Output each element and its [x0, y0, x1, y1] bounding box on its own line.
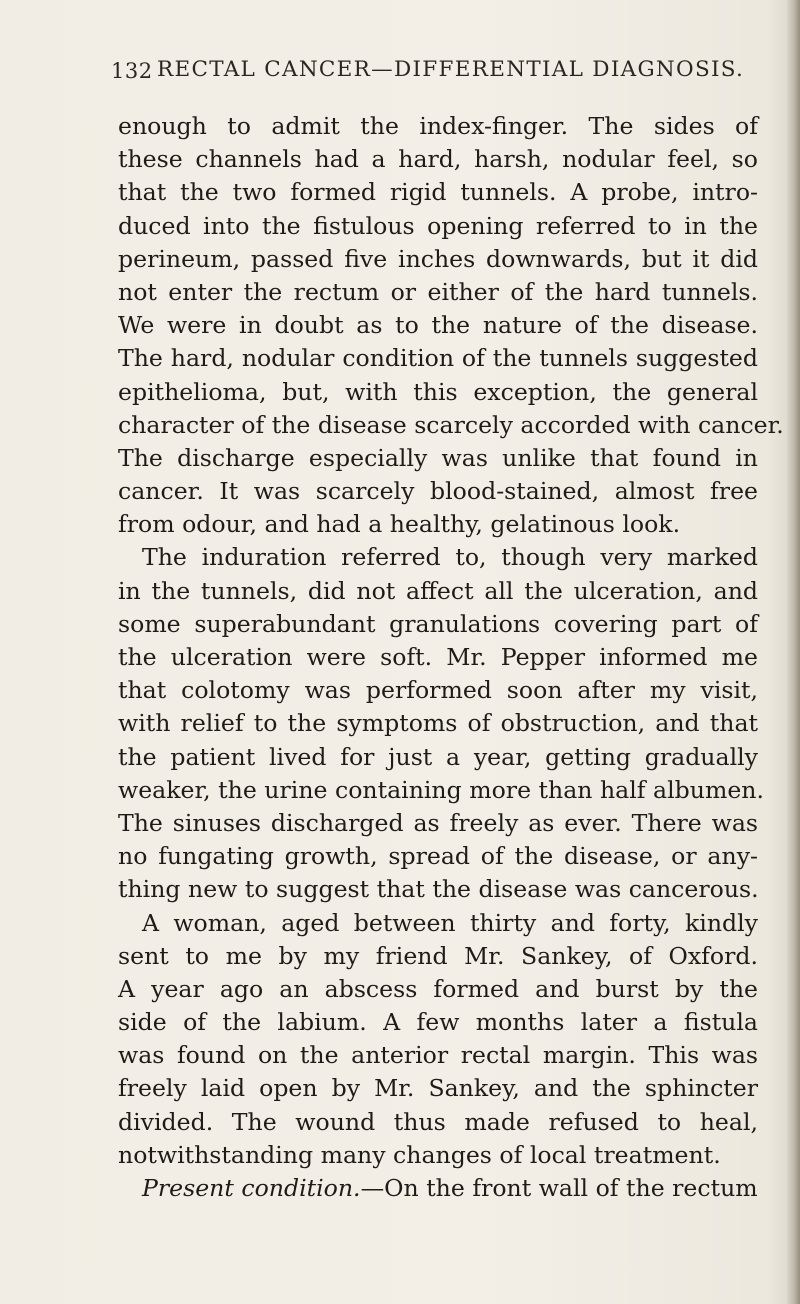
text-line: cancer. It was scarcely blood-stained, almost free [118, 477, 758, 506]
text-line: freely laid open by Mr. Sankey, and the sphincter [118, 1074, 758, 1103]
text-line: was found on the anterior rectal margin. This was [118, 1041, 758, 1070]
text-line: in the tunnels, did not affect all the ulceration, and [118, 576, 758, 605]
text-line: these channels had a hard, harsh, nodular feel, so [118, 145, 758, 174]
text-line: side of the labium. A few months later a fistula [118, 1008, 758, 1037]
text-line: that the two formed rigid tunnels. A probe, intro- [118, 178, 758, 207]
paragraph-start-line [118, 1172, 758, 1205]
paragraph-start-line: A woman, aged between thirty and forty, kindly [142, 908, 758, 937]
text-line: The discharge especially was unlike that found in [118, 443, 758, 472]
text-line: notwithstanding many changes of local treatment. [118, 1140, 721, 1169]
text-line: from odour, and had a healthy, gelatinous look. [118, 510, 681, 539]
text-line: perineum, passed five inches downwards, but it did [118, 244, 758, 273]
running-head: RECTAL CANCER—DIFFERENTIAL DIAGNOSIS. [157, 57, 745, 82]
text-line: The hard, nodular condition of the tunnels suggested [118, 344, 758, 373]
section-heading-italic: Present condition. [142, 1174, 361, 1202]
text-line: that colotomy was performed soon after my visit, [118, 676, 758, 705]
text-line: some superabundant granulations covering part of [118, 609, 758, 638]
text-line: We were in doubt as to the nature of the disease. [118, 311, 758, 340]
paragraph-start-line: The induration referred to, though very marked [142, 543, 758, 572]
text-line: weaker, the urine containing more than half albumen. [118, 775, 764, 804]
page-number: 132 [111, 59, 153, 83]
body-text [118, 110, 784, 1205]
page-edge-shadow [786, 0, 800, 1304]
text-line: A year ago an abscess formed and burst by the [118, 974, 758, 1003]
text-line: the patient lived for just a year, getting gradually [118, 742, 758, 771]
text-fragment: —On the front wall of the rectum [360, 1174, 758, 1202]
text-line: with relief to the symptoms of obstruction, and that [118, 709, 758, 738]
text-line: The sinuses discharged as freely as ever. There was [118, 808, 758, 837]
text-line: not enter the rectum or either of the hard tunnels. [118, 277, 758, 306]
text-line: duced into the fistulous opening referred to in the [118, 211, 758, 240]
text-line: character of the disease scarcely accorded with cancer. [118, 410, 784, 439]
page-header [111, 55, 751, 87]
text-line: enough to admit the index-finger. The sides of [118, 112, 758, 140]
text-line: thing new to suggest that the disease was cancerous. [118, 875, 759, 904]
text-line: sent to me by my friend Mr. Sankey, of Oxford. [118, 941, 758, 970]
text-line: divided. The wound thus made refused to heal, [118, 1107, 758, 1136]
text-line: epithelioma, but, with this exception, the general [118, 377, 758, 406]
text-line: the ulceration were soft. Mr. Pepper informed me [118, 643, 758, 671]
text-line: no fungating growth, spread of the disease, or any- [118, 842, 758, 871]
